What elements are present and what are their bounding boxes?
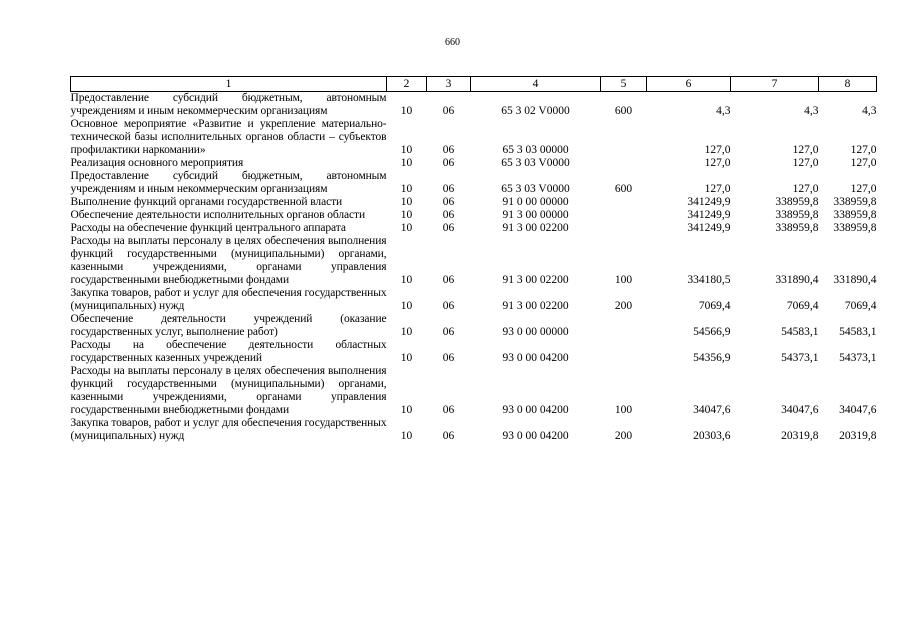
amount-year2-cell: 54373,1 (781, 352, 819, 364)
expense-type-cell (601, 209, 647, 222)
amount-year2-cell: 7069,4 (786, 300, 819, 312)
amount-year2-cell: 4,3 (804, 105, 819, 117)
section-code-cell: 10 (400, 274, 413, 286)
amount-year1-cell: 127,0 (704, 183, 731, 195)
row-name-cell: Выполнение функций органами государственной власти (70, 196, 343, 208)
target-article-cell: 91 3 00 00000 (502, 209, 569, 221)
table-row (71, 339, 877, 365)
amount-year1-cell: 4,3 (716, 105, 731, 117)
row-name-cell: Закупка товаров, работ и услуг для обеспечения государственных (муниципальных) нужд (70, 417, 387, 442)
section-code-cell: 10 (400, 196, 413, 208)
target-article-cell: 65 3 03 00000 (502, 144, 569, 156)
amount-year3-cell: 338959,8 (833, 196, 877, 208)
expense-type-cell (601, 313, 647, 339)
table-row (71, 157, 877, 170)
column-header: 1 (71, 77, 387, 92)
row-name-cell: Обеспечение деятельности учреждений (оказание государственных услуг, выполнение работ) (70, 313, 387, 338)
table-row (71, 417, 877, 443)
subsection-code-cell: 06 (442, 326, 455, 338)
amount-year3-cell: 127,0 (850, 144, 877, 156)
expense-type-cell (601, 196, 647, 209)
page-number: 660 (445, 37, 460, 48)
amount-year3-cell: 34047,6 (839, 404, 877, 416)
expense-type-cell (601, 339, 647, 365)
row-name-cell: Предоставление субсидий бюджетным, автономным учреждениям и иным некоммерческим организациям (70, 92, 387, 117)
expense-type-cell (601, 157, 647, 170)
amount-year2-cell: 127,0 (792, 157, 819, 169)
amount-year3-cell: 4,3 (862, 105, 877, 117)
column-header: 6 (647, 77, 731, 92)
section-code-cell: 10 (400, 209, 413, 221)
column-header: 7 (731, 77, 819, 92)
row-name-cell: Расходы на обеспечение деятельности областных государственных казенных учреждений (70, 339, 387, 364)
amount-year1-cell: 341249,9 (687, 209, 731, 221)
row-name-cell: Предоставление субсидий бюджетным, автономным учреждениям и иным некоммерческим организациям (70, 170, 387, 195)
section-code-cell: 10 (400, 105, 413, 117)
header-row (71, 77, 877, 92)
subsection-code-cell: 06 (442, 196, 455, 208)
section-code-cell: 10 (400, 326, 413, 338)
budget-table (70, 76, 877, 443)
amount-year1-cell: 7069,4 (698, 300, 731, 312)
target-article-cell: 65 3 03 V0000 (501, 157, 570, 169)
subsection-code-cell: 06 (442, 183, 455, 195)
section-code-cell: 10 (400, 222, 413, 234)
table-row (71, 287, 877, 313)
section-code-cell: 10 (400, 300, 413, 312)
subsection-code-cell: 06 (442, 352, 455, 364)
subsection-code-cell: 06 (442, 300, 455, 312)
expense-type-cell: 200 (614, 430, 633, 442)
target-article-cell: 91 3 00 02200 (502, 274, 569, 286)
amount-year3-cell: 338959,8 (833, 222, 877, 234)
amount-year2-cell: 20319,8 (781, 430, 819, 442)
subsection-code-cell: 06 (442, 430, 455, 442)
expense-type-cell: 600 (614, 183, 633, 195)
target-article-cell: 91 0 00 00000 (502, 196, 569, 208)
section-code-cell: 10 (400, 183, 413, 195)
amount-year2-cell: 127,0 (792, 144, 819, 156)
table-row (71, 222, 877, 235)
table-row (71, 209, 877, 222)
amount-year1-cell: 341249,9 (687, 222, 731, 234)
amount-year3-cell: 54583,1 (839, 326, 877, 338)
target-article-cell: 93 0 00 04200 (502, 404, 569, 416)
amount-year3-cell: 331890,4 (833, 274, 877, 286)
amount-year1-cell: 54566,9 (693, 326, 731, 338)
column-header: 2 (387, 77, 427, 92)
amount-year1-cell: 334180,5 (687, 274, 731, 286)
row-name-cell: Основное мероприятие «Развитие и укрепление материально-технической базы исполнительных органов области – субъектов профилактики наркомании» (70, 118, 387, 156)
row-name-cell: Закупка товаров, работ и услуг для обеспечения государственных (муниципальных) нужд (70, 287, 387, 312)
target-article-cell: 91 3 00 02200 (502, 222, 569, 234)
amount-year1-cell: 34047,6 (693, 404, 731, 416)
column-header: 4 (471, 77, 601, 92)
expense-type-cell: 100 (614, 274, 633, 286)
table-header (71, 77, 877, 92)
subsection-code-cell: 06 (442, 157, 455, 169)
amount-year2-cell: 34047,6 (781, 404, 819, 416)
row-name-cell: Реализация основного мероприятия (70, 157, 244, 169)
table-row (71, 196, 877, 209)
target-article-cell: 93 0 00 00000 (502, 326, 569, 338)
row-name-cell: Расходы на выплаты персоналу в целях обеспечения выполнения функций государственными (муниципальными) органами, казенными учреждениями, органами управления государственными внебюджетными фондами (70, 235, 387, 286)
amount-year1-cell: 341249,9 (687, 196, 731, 208)
row-name-cell: Расходы на выплаты персоналу в целях обеспечения выполнения функций государственными (муниципальными) органами, казенными учреждениями, органами управления государственными внебюджетными фондами (70, 365, 387, 416)
section-code-cell: 10 (400, 404, 413, 416)
expense-type-cell: 200 (614, 300, 633, 312)
amount-year2-cell: 127,0 (792, 183, 819, 195)
column-header: 8 (819, 77, 877, 92)
section-code-cell: 10 (400, 430, 413, 442)
amount-year1-cell: 127,0 (704, 157, 731, 169)
table-row (71, 313, 877, 339)
amount-year3-cell: 54373,1 (839, 352, 877, 364)
section-code-cell: 10 (400, 157, 413, 169)
amount-year2-cell: 338959,8 (775, 222, 819, 234)
amount-year3-cell: 7069,4 (844, 300, 877, 312)
row-name-cell: Обеспечение деятельности исполнительных органов области (70, 209, 366, 221)
amount-year3-cell: 338959,8 (833, 209, 877, 221)
subsection-code-cell: 06 (442, 222, 455, 234)
subsection-code-cell: 06 (442, 404, 455, 416)
column-header: 3 (427, 77, 471, 92)
expense-type-cell (601, 222, 647, 235)
amount-year2-cell: 331890,4 (775, 274, 819, 286)
amount-year1-cell: 54356,9 (693, 352, 731, 364)
row-name-cell: Расходы на обеспечение функций центрального аппарата (70, 222, 346, 234)
expense-type-cell: 600 (614, 105, 633, 117)
amount-year2-cell: 54583,1 (781, 326, 819, 338)
section-code-cell: 10 (400, 144, 413, 156)
table-row (71, 170, 877, 196)
column-header: 5 (601, 77, 647, 92)
amount-year3-cell: 127,0 (850, 157, 877, 169)
table-row (71, 92, 877, 119)
target-article-cell: 65 3 03 V0000 (501, 183, 570, 195)
section-code-cell: 10 (400, 352, 413, 364)
expense-type-cell: 100 (614, 404, 633, 416)
target-article-cell: 65 3 02 V0000 (501, 105, 570, 117)
table-row (71, 118, 877, 157)
subsection-code-cell: 06 (442, 209, 455, 221)
amount-year2-cell: 338959,8 (775, 196, 819, 208)
amount-year1-cell: 20303,6 (693, 430, 731, 442)
subsection-code-cell: 06 (442, 274, 455, 286)
target-article-cell: 91 3 00 02200 (502, 300, 569, 312)
amount-year3-cell: 20319,8 (839, 430, 877, 442)
table-row (71, 235, 877, 287)
amount-year3-cell: 127,0 (850, 183, 877, 195)
table-body (71, 92, 877, 444)
subsection-code-cell: 06 (442, 105, 455, 117)
amount-year2-cell: 338959,8 (775, 209, 819, 221)
subsection-code-cell: 06 (442, 144, 455, 156)
target-article-cell: 93 0 00 04200 (502, 352, 569, 364)
expense-type-cell (601, 118, 647, 157)
amount-year1-cell: 127,0 (704, 144, 731, 156)
target-article-cell: 93 0 00 04200 (502, 430, 569, 442)
table-row (71, 365, 877, 417)
